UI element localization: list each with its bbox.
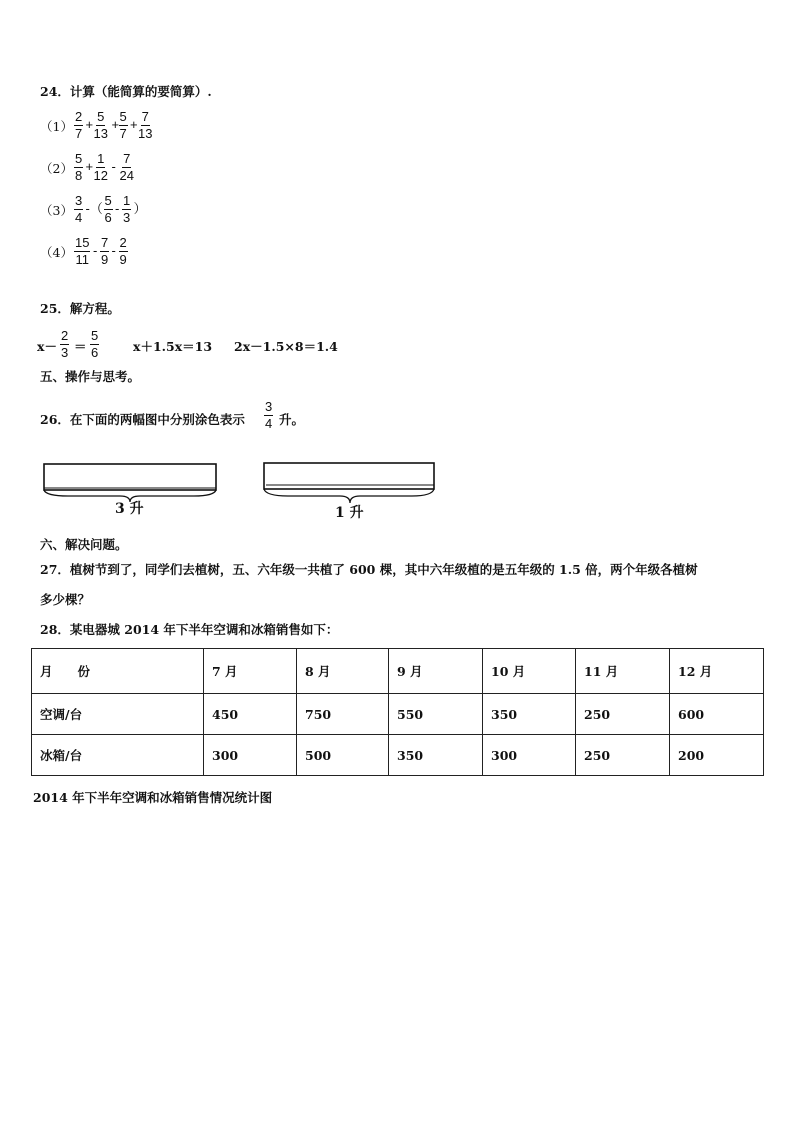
denominator: 13	[93, 126, 108, 141]
numerator: 5	[91, 328, 99, 343]
denominator: 13	[138, 126, 153, 141]
equation-1-fraction-a	[60, 329, 69, 360]
denominator: 6	[91, 345, 99, 360]
operator: -	[111, 243, 116, 258]
expression-label: （3）	[40, 203, 73, 218]
equation-2: x＋1.5x＝13	[133, 339, 213, 354]
denominator: 12	[93, 168, 108, 183]
fraction	[119, 110, 128, 141]
table-cell: 空调/台	[32, 694, 204, 735]
table-cell: 500	[297, 735, 389, 776]
numerator: 5	[75, 151, 83, 166]
operator: +	[130, 117, 138, 132]
table-header-cell: 12 月	[670, 649, 764, 694]
table-cell: 300	[204, 735, 297, 776]
fraction	[74, 194, 83, 225]
q26-title-before: 26．在下面的两幅图中分别涂色表示	[40, 412, 245, 427]
table-cell: 250	[576, 735, 670, 776]
numerator: 5	[119, 109, 127, 124]
table-cell: 200	[670, 735, 764, 776]
expression-label: （1）	[40, 119, 73, 134]
table-row	[32, 694, 764, 735]
expression-label: （4）	[40, 245, 73, 260]
q26-title-after: 升。	[279, 412, 305, 427]
fraction	[122, 194, 131, 225]
fraction	[100, 236, 109, 267]
operator: -	[115, 201, 120, 216]
denominator: 4	[75, 210, 83, 225]
operator: +	[85, 117, 94, 132]
table-header-cell: 7 月	[204, 649, 297, 694]
operator: -（	[85, 201, 103, 216]
numerator: 1	[97, 151, 105, 166]
numerator: 3	[75, 193, 83, 208]
denominator: 6	[104, 210, 112, 225]
operator: -	[93, 243, 98, 258]
equation-1-fraction-b	[90, 329, 99, 360]
table-header-cell: 11 月	[576, 649, 670, 694]
table-header-cell: 9 月	[389, 649, 483, 694]
numerator: 2	[119, 235, 127, 250]
numerator: 2	[61, 328, 69, 343]
denominator: 24	[119, 168, 134, 183]
bar-1-brace	[264, 489, 434, 503]
denominator: 9	[119, 252, 127, 267]
table-cell: 300	[483, 735, 576, 776]
sales-table	[31, 648, 764, 776]
table-cell: 350	[389, 735, 483, 776]
numerator: 5	[104, 193, 112, 208]
table-cell: 550	[389, 694, 483, 735]
table-cell: 250	[576, 694, 670, 735]
equation-3: 2x－1.5×8＝1.4	[234, 339, 338, 354]
q24-title: 24．计算（能简算的要简算）.	[40, 84, 212, 99]
fraction	[74, 236, 90, 267]
table-cell: 750	[297, 694, 389, 735]
fraction	[104, 194, 113, 225]
equation-1-prefix: x－	[37, 339, 57, 354]
denominator: 9	[101, 252, 109, 267]
table-header-cell: 10 月	[483, 649, 576, 694]
bar-3-label: 3 升	[115, 501, 144, 517]
table-cell: 350	[483, 694, 576, 735]
bar-1-label: 1 升	[335, 505, 364, 521]
fraction	[119, 152, 135, 183]
denominator: 8	[75, 168, 83, 183]
operator: ）	[133, 201, 147, 216]
numerator: 15	[75, 235, 90, 250]
numerator: 7	[141, 109, 149, 124]
table-cell: 冰箱/台	[32, 735, 204, 776]
denominator: 11	[75, 252, 89, 267]
numerator: 7	[123, 151, 131, 166]
q27-line-2: 多少棵？	[40, 592, 91, 607]
denominator: 7	[119, 126, 127, 141]
table-cell: 450	[204, 694, 297, 735]
operator: +	[111, 117, 120, 132]
table-header-cell: 月 份	[32, 649, 204, 694]
section-6-heading: 六、解决问题。	[40, 537, 128, 552]
q27-line-1: 27．植树节到了，同学们去植树，五、六年级一共植了 600 棵，其中六年级植的是五年级的 1.5 倍，两个年级各植树	[40, 562, 698, 577]
operator: -	[111, 159, 116, 174]
q25-title: 25．解方程。	[40, 301, 120, 316]
denominator: 4	[265, 416, 273, 431]
bar-3-rect	[44, 464, 216, 490]
table-cell: 600	[670, 694, 764, 735]
fraction	[93, 110, 109, 141]
section-5-heading: 五、操作与思考。	[40, 369, 141, 384]
fraction	[119, 236, 128, 267]
table-header-cell: 8 月	[297, 649, 389, 694]
fraction	[74, 110, 83, 141]
numerator: 5	[97, 109, 105, 124]
numerator: 1	[123, 193, 131, 208]
fraction	[74, 152, 83, 183]
denominator: 3	[61, 345, 69, 360]
equation-1-equals: ＝	[74, 339, 87, 354]
q26-title	[40, 412, 245, 428]
numerator: 7	[101, 235, 109, 250]
numerator: 3	[265, 399, 273, 414]
expression-label: （2）	[40, 161, 73, 176]
operator: +	[85, 159, 94, 174]
fraction	[137, 110, 153, 141]
denominator: 7	[75, 126, 83, 141]
chart-caption: 2014 年下半年空调和冰箱销售情况统计图	[33, 790, 273, 805]
fraction	[93, 152, 109, 183]
numerator: 2	[75, 109, 83, 124]
q28-title: 28．某电器城 2014 年下半年空调和冰箱销售如下：	[40, 622, 339, 637]
table-header-row	[32, 649, 764, 694]
q26-fraction	[264, 400, 273, 431]
table-row	[32, 735, 764, 776]
denominator: 3	[123, 210, 131, 225]
